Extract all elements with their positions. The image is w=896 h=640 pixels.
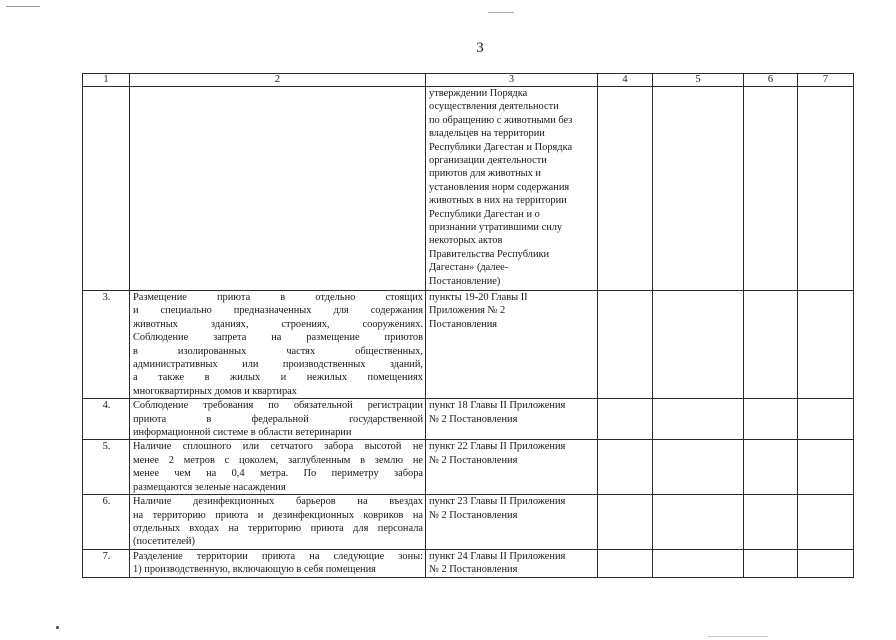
reference-text-line: пункт 18 Главы II Приложения [429, 400, 566, 412]
reference-text-line: пункт 24 Главы II Приложения [429, 550, 566, 562]
empty-cell-col-4 [598, 87, 653, 291]
empty-cell-col-4 [598, 549, 653, 577]
reference-text-line: Дагестан» (далее- [429, 262, 509, 274]
requirement-text-line: Соблюдение запрета на размещение приютов [133, 332, 423, 344]
requirements-table [82, 73, 854, 578]
reference-text-line: пункт 22 Главы II Приложения [429, 441, 566, 453]
requirement-cell [130, 291, 426, 399]
requirement-text-line: Наличие сплошного или сетчатого забора высотой не [133, 441, 423, 453]
row-number-cell [83, 87, 130, 291]
requirement-text-line: (посетителей) [133, 536, 195, 548]
reference-text-line: Республики Дагестан и о [429, 208, 540, 220]
requirement-text-line: менее 2 метров с цоколем, заглубленным в землю не [133, 454, 423, 466]
reference-text-line: пункты 19-20 Главы II [429, 292, 528, 303]
table-row [83, 440, 854, 495]
empty-cell-col-5 [653, 549, 744, 577]
legal-reference-cell [426, 399, 598, 440]
reference-text-line: признании утратившими силу [429, 222, 563, 234]
reference-text-line: Приложения № 2 [429, 305, 506, 317]
table-row [83, 549, 854, 577]
empty-cell-col-6 [744, 495, 798, 550]
column-header: 6 [744, 74, 798, 87]
legal-reference-cell [426, 549, 598, 577]
column-header: 7 [798, 74, 854, 87]
requirement-text-line: отдельных входах на территорию приюта для персонала [133, 522, 423, 534]
page-number: 3 [476, 40, 484, 56]
column-header: 5 [653, 74, 744, 87]
row-number-cell: 3. [83, 291, 130, 399]
reference-text-line: организации деятельности [429, 155, 547, 167]
scan-artifact-line [6, 6, 40, 7]
table-row [83, 87, 854, 291]
reference-text-line: осуществления деятельности [429, 101, 559, 113]
empty-cell-col-4 [598, 495, 653, 550]
reference-text-line: пункт 23 Главы II Приложения [429, 496, 566, 508]
column-header: 1 [83, 74, 130, 87]
row-number-cell: 7. [83, 549, 130, 577]
row-number-cell: 5. [83, 440, 130, 495]
reference-text-line: № 2 Постановления [429, 413, 518, 425]
empty-cell-col-4 [598, 291, 653, 399]
requirement-cell [130, 399, 426, 440]
empty-cell-col-5 [653, 440, 744, 495]
requirement-cell [130, 495, 426, 550]
requirement-cell [130, 440, 426, 495]
reference-text-line: некоторых актов [429, 235, 503, 247]
empty-cell-col-7 [798, 495, 854, 550]
empty-cell-col-5 [653, 291, 744, 399]
requirement-text-line: приюта в федеральной государственной [133, 413, 423, 425]
scan-artifact-line [488, 12, 514, 13]
empty-cell-col-4 [598, 399, 653, 440]
empty-cell-col-7 [798, 87, 854, 291]
reference-text-line: № 2 Постановления [429, 564, 518, 576]
requirement-text-line: административных или производственных зданий, [133, 359, 423, 371]
requirement-text-line: размещаются зеленые насаждения [133, 481, 286, 493]
reference-text-line: утверждении Порядка [429, 88, 528, 99]
empty-cell-col-6 [744, 399, 798, 440]
column-header: 2 [130, 74, 426, 87]
empty-cell-col-7 [798, 440, 854, 495]
legal-reference-cell [426, 87, 598, 291]
reference-text-line: владельцев на территории [429, 128, 545, 140]
requirement-text-line: многоквартирных домов и квартирах [133, 385, 297, 397]
column-header: 3 [426, 74, 598, 87]
empty-cell-col-7 [798, 291, 854, 399]
requirement-text-line: Наличие дезинфекционных барьеров на въездах [133, 496, 423, 508]
requirement-text-line: в изолированных частях общественных, [133, 345, 423, 357]
table-row [83, 291, 854, 399]
empty-cell-col-5 [653, 399, 744, 440]
table-header-row [83, 74, 854, 87]
reference-text-line: № 2 Постановления [429, 509, 518, 521]
legal-reference-cell [426, 440, 598, 495]
reference-text-line: Правительства Республики [429, 248, 550, 260]
requirement-cell [130, 549, 426, 577]
reference-text-line: установления норм содержания [429, 181, 570, 193]
row-number-cell: 4. [83, 399, 130, 440]
empty-cell-col-5 [653, 87, 744, 291]
requirement-text-line: на территорию приюта и дезинфекционных ковриков на [133, 509, 423, 521]
empty-cell-col-5 [653, 495, 744, 550]
requirement-text-line: 1) производственную, включающую в себя помещения [133, 564, 376, 576]
requirement-text-line: Соблюдение требования по обязательной регистрации [133, 400, 423, 412]
requirement-text-line: животных зданиях, строениях, сооружениях. [133, 318, 423, 330]
reference-text-line: животных в них на территории [429, 195, 567, 207]
empty-cell-col-7 [798, 399, 854, 440]
empty-cell-col-7 [798, 549, 854, 577]
empty-cell-col-6 [744, 291, 798, 399]
requirement-text-line: информационной системе в области ветеринарии [133, 427, 352, 439]
requirement-text-line: и специально предназначенных для содержания [133, 305, 423, 317]
scan-artifact-line [708, 636, 768, 637]
row-number-cell: 6. [83, 495, 130, 550]
reference-text-line: № 2 Постановления [429, 454, 518, 466]
legal-reference-cell [426, 291, 598, 399]
requirement-text-line: Разделение территории приюта на следующие зоны: [133, 550, 423, 562]
reference-text-line: приютов для животных и [429, 168, 541, 180]
legal-reference-cell [426, 495, 598, 550]
empty-cell-col-4 [598, 440, 653, 495]
requirement-text-line: менее чем на 0,4 метра. По периметру забора [133, 468, 423, 480]
table-row [83, 399, 854, 440]
scan-artifact-dot [56, 626, 59, 629]
reference-text-line: по обращению с животными без [429, 114, 573, 126]
requirement-text-line: Размещение приюта в отдельно стоящих [133, 292, 423, 303]
table-row [83, 495, 854, 550]
reference-text-line: Постановление) [429, 275, 501, 287]
requirement-cell [130, 87, 426, 291]
column-header: 4 [598, 74, 653, 87]
reference-text-line: Республики Дагестан и Порядка [429, 141, 573, 153]
empty-cell-col-6 [744, 549, 798, 577]
reference-text-line: Постановления [429, 318, 498, 330]
empty-cell-col-6 [744, 440, 798, 495]
requirement-text-line: а также в жилых и нежилых помещениях [133, 372, 423, 384]
empty-cell-col-6 [744, 87, 798, 291]
